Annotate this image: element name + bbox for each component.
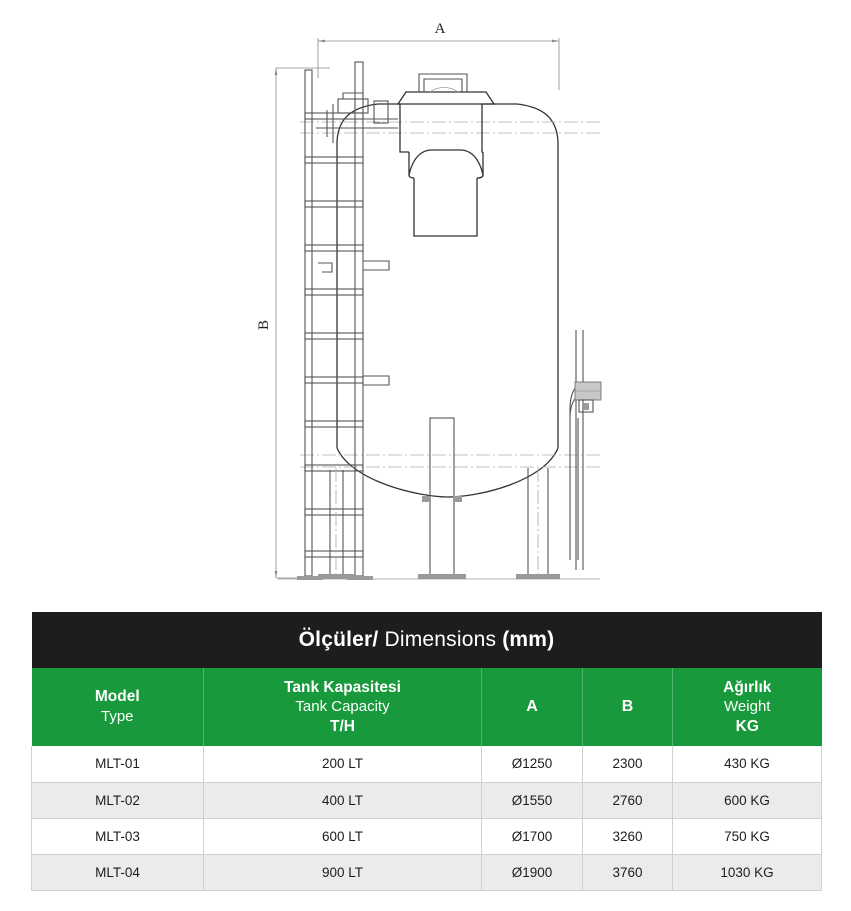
dimension-a-label: A	[434, 21, 446, 37]
cell-a: Ø1250	[482, 746, 583, 782]
column-header-weight-en: Weight	[724, 698, 771, 716]
dimension-b-label: B	[256, 319, 272, 331]
column-header-capacity	[204, 668, 482, 746]
table-title-bold-prefix: Ölçüler/	[298, 628, 379, 651]
cell-a: Ø1900	[482, 854, 583, 890]
cell-weight: 750 KG	[673, 818, 822, 854]
support-legs	[318, 418, 560, 579]
table-header-row	[32, 668, 822, 746]
dimensions-spec-table	[31, 612, 822, 891]
manhole-assembly	[398, 74, 494, 236]
column-header-b-label: B	[621, 697, 634, 715]
cell-weight: 600 KG	[673, 782, 822, 818]
column-header-model-tr: Model	[94, 688, 140, 706]
cell-model: MLT-02	[32, 782, 204, 818]
cell-model: MLT-01	[32, 746, 204, 782]
cell-a: Ø1700	[482, 818, 583, 854]
cell-a: Ø1550	[482, 782, 583, 818]
dimension-a	[318, 21, 559, 90]
cell-weight: 1030 KG	[673, 854, 822, 890]
column-header-weight-tr: Ağırlık	[723, 678, 772, 696]
table-title-bold-suffix: (mm)	[502, 628, 555, 651]
ladder-rungs	[305, 113, 363, 557]
cell-capacity: 200 LT	[204, 746, 482, 782]
cell-capacity: 900 LT	[204, 854, 482, 890]
column-header-weight-unit: KG	[735, 717, 759, 735]
cell-b: 2300	[583, 746, 673, 782]
cell-weight: 430 KG	[673, 746, 822, 782]
table-row	[32, 746, 822, 782]
table-row	[32, 854, 822, 890]
table-row	[32, 818, 822, 854]
upper-side-nozzle	[316, 93, 398, 143]
column-header-weight	[673, 668, 822, 746]
column-header-model	[32, 668, 204, 746]
cell-capacity: 600 LT	[204, 818, 482, 854]
column-header-capacity-en: Tank Capacity	[295, 698, 390, 716]
cell-b: 2760	[583, 782, 673, 818]
column-header-a	[482, 668, 583, 746]
cell-model: MLT-04	[32, 854, 204, 890]
dimension-b	[256, 68, 330, 578]
column-header-model-en: Type	[100, 708, 134, 726]
table-row	[32, 782, 822, 818]
cell-model: MLT-03	[32, 818, 204, 854]
column-header-capacity-tr: Tank Kapasitesi	[284, 678, 401, 696]
table-title-row	[32, 612, 822, 668]
cell-capacity: 400 LT	[204, 782, 482, 818]
table-title-regular: Dimensions	[378, 628, 503, 651]
table-title	[32, 612, 822, 668]
column-header-capacity-unit: T/H	[330, 717, 355, 735]
side-pipe-and-valve	[570, 330, 601, 570]
cell-b: 3260	[583, 818, 673, 854]
cell-b: 3760	[583, 854, 673, 890]
column-header-b	[583, 668, 673, 746]
column-header-a-label: A	[526, 697, 538, 715]
